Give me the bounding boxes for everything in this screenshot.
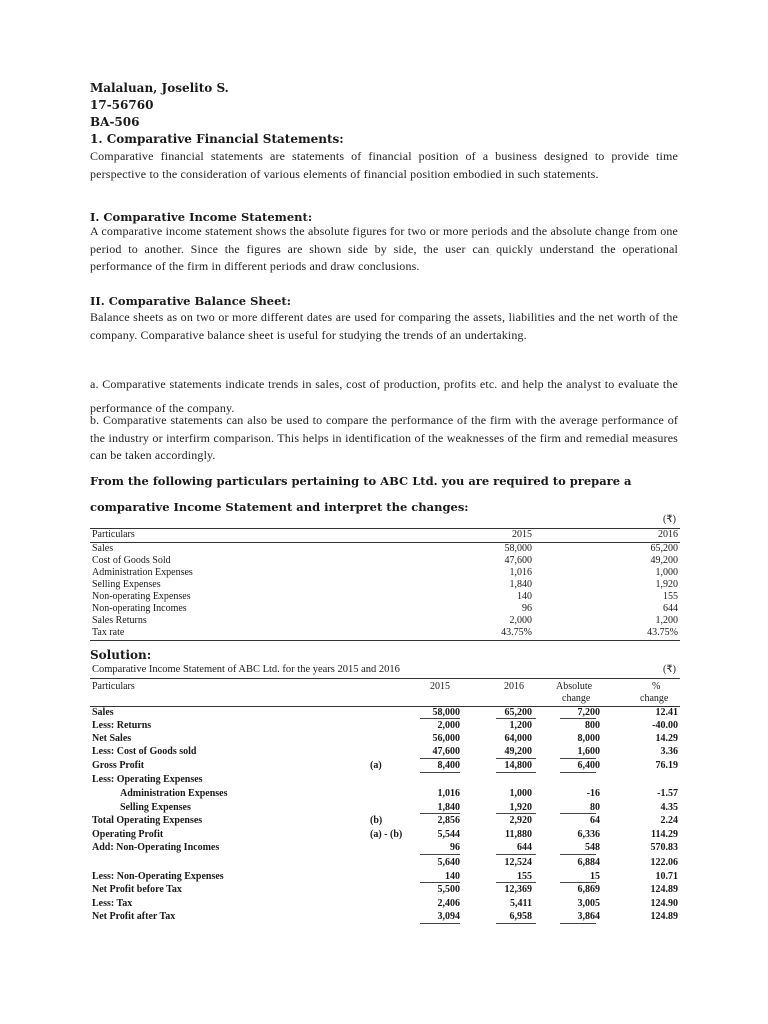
author-name: Malaluan, Joselito S. (90, 81, 229, 95)
sol-header-abs-2: change (562, 693, 591, 704)
solution-row-2016: 12,369 (504, 884, 532, 895)
given-header-particulars: Particulars (92, 529, 135, 540)
given-row-2016: 65,200 (650, 543, 678, 554)
given-row (90, 567, 680, 579)
given-row-label: Non-operating Expenses (92, 591, 191, 602)
solution-row (90, 898, 680, 910)
solution-row-2016: 11,880 (505, 829, 532, 840)
given-row-label: Tax rate (92, 627, 125, 638)
given-row-2015: 1,016 (509, 567, 532, 578)
solution-row-2016: 5,411 (510, 898, 532, 909)
given-header-2015: 2015 (512, 529, 532, 540)
solution-row (90, 829, 680, 841)
solution-row-2015: 140 (445, 871, 460, 882)
task-line-2: comparative Income Statement and interpret the changes: (90, 500, 469, 514)
solution-row-label: Net Profit before Tax (92, 884, 182, 895)
sol-header-abs-1: Absolute (556, 681, 593, 692)
solution-row-pct: 76.19 (655, 760, 678, 771)
solution-row (90, 733, 680, 745)
solution-row (90, 842, 680, 854)
given-row-2015: 43.75% (501, 627, 532, 638)
solution-row-2016: 1,000 (509, 788, 532, 799)
solution-table (90, 662, 680, 932)
given-row-2016: 155 (663, 591, 678, 602)
solution-row-pct: 14.29 (655, 733, 678, 744)
given-row (90, 627, 680, 639)
solution-row-abs: 15 (590, 871, 600, 882)
given-row-2016: 1,920 (655, 579, 678, 590)
solution-row-label: Net Profit after Tax (92, 911, 176, 922)
sol-header-pct-1: % (652, 681, 661, 692)
solution-row-2016: 12,524 (504, 857, 532, 868)
solution-row-abs: 548 (585, 842, 600, 853)
figure-underline (420, 923, 460, 924)
solution-row-2015: 8,400 (437, 760, 460, 771)
figure-underline (420, 718, 460, 719)
solution-row-pct: 4.35 (660, 802, 678, 813)
solution-heading: Solution: (90, 648, 152, 662)
given-row (90, 543, 680, 555)
solution-row (90, 788, 680, 800)
figure-underline (496, 923, 536, 924)
income-heading: I. Comparative Income Statement: (90, 210, 313, 224)
sol-header-particulars: Particulars (92, 681, 135, 692)
solution-currency: (₹) (662, 664, 676, 675)
solution-row-label: Less: Tax (92, 898, 133, 909)
solution-row-2015: 5,500 (437, 884, 460, 895)
solution-row-2015: 5,544 (437, 829, 460, 840)
solution-row-label: Operating Profit (92, 829, 164, 840)
given-row (90, 579, 680, 591)
figure-underline (420, 758, 460, 759)
solution-row-abs: 6,336 (577, 829, 600, 840)
given-row (90, 615, 680, 627)
solution-row-2016: 2,920 (509, 815, 532, 826)
solution-row-2016: 1,920 (509, 802, 532, 813)
figure-underline (496, 758, 536, 759)
solution-row-pct: 124.89 (650, 884, 678, 895)
solution-title: Comparative Income Statement of ABC Ltd. for the years 2015 and 2016 (92, 664, 400, 675)
given-row-label: Sales (92, 543, 114, 554)
solution-row-2015: 2,856 (437, 815, 460, 826)
figure-underline (496, 854, 536, 855)
solution-row-2015: 3,094 (437, 911, 460, 922)
solution-row-2015: 2,000 (437, 720, 460, 731)
solution-row-pct: -40.00 (652, 720, 678, 731)
solution-row-2016: 1,200 (509, 720, 532, 731)
sol-header-pct-2: change (640, 693, 669, 704)
point-b: b. Comparative statements can also be used to compare the performance of the firm with the average performance of the industry or interfirm comparison. This helps in identification of the weaknesses of the firm and remedial measures can be taken accordingly. (90, 413, 678, 462)
figure-underline (560, 854, 596, 855)
given-row-2015: 1,840 (509, 579, 532, 590)
solution-row (90, 857, 680, 869)
given-row-label: Non-operating Incomes (92, 603, 187, 614)
solution-row-label: Total Operating Expenses (92, 815, 203, 826)
given-row (90, 603, 680, 615)
solution-row (90, 911, 680, 923)
given-row-label: Sales Returns (92, 615, 147, 626)
given-header-row (90, 529, 680, 541)
figure-underline (496, 813, 536, 814)
sol-header-2015: 2015 (430, 681, 450, 692)
solution-row-2015: 2,406 (437, 898, 460, 909)
figure-underline (560, 772, 596, 773)
given-row (90, 591, 680, 603)
solution-row-2015: 96 (450, 842, 460, 853)
solution-row (90, 884, 680, 896)
given-row-2015: 140 (517, 591, 532, 602)
solution-row-2015: 58,000 (432, 707, 460, 718)
solution-row-label: Less: Operating Expenses (92, 774, 203, 785)
solution-row-abs: 800 (585, 720, 600, 731)
solution-row-abs: 7,200 (577, 707, 600, 718)
balance-heading: II. Comparative Balance Sheet: (90, 294, 291, 308)
solution-row-abs: 3,005 (577, 898, 600, 909)
student-id: 17-56760 (90, 98, 154, 112)
given-row-2015: 47,600 (504, 555, 532, 566)
solution-row-2015: 1,016 (437, 788, 460, 799)
solution-row (90, 815, 680, 827)
solution-row-pct: -1.57 (657, 788, 678, 799)
solution-row (90, 774, 680, 786)
course-code: BA-506 (90, 115, 140, 129)
given-row-label: Administration Expenses (92, 567, 193, 578)
solution-row-pct: 124.90 (650, 898, 678, 909)
figure-underline (496, 882, 536, 883)
solution-row (90, 746, 680, 758)
solution-row-2015: 1,840 (437, 802, 460, 813)
given-header-2016: 2016 (658, 529, 678, 540)
solution-row-2016: 64,000 (504, 733, 532, 744)
sol-header-2016: 2016 (504, 681, 524, 692)
figure-underline (560, 923, 596, 924)
solution-row-abs: 1,600 (577, 746, 600, 757)
given-row-2016: 644 (663, 603, 678, 614)
given-row (90, 555, 680, 567)
balance-paragraph: Balance sheets as on two or more different dates are used for comparing the assets, liabilities and the net worth of the company. Comparative balance sheet is useful for studying the trends of an undertaking. (90, 310, 678, 342)
solution-row-note: (a) - (b) (370, 829, 403, 840)
intro-paragraph: Comparative financial statements are statements of financial position of a business designed to provide time perspective to the consideration of various elements of financial position embodied in such statements. (90, 149, 678, 181)
solution-row-label: Less: Non-Operating Expenses (92, 871, 224, 882)
figure-underline (420, 882, 460, 883)
solution-row-2015: 5,640 (437, 857, 460, 868)
solution-row-2015: 56,000 (432, 733, 460, 744)
solution-row-pct: 3.36 (660, 746, 678, 757)
given-row-2016: 1,200 (655, 615, 678, 626)
solution-row-abs: 80 (590, 802, 600, 813)
figure-underline (420, 813, 460, 814)
solution-row-note: (b) (370, 815, 383, 826)
solution-row-label: Less: Cost of Goods sold (92, 746, 197, 757)
solution-row-label: Selling Expenses (120, 802, 191, 813)
given-row-2015: 2,000 (509, 615, 532, 626)
figure-underline (420, 772, 460, 773)
point-a: a. Comparative statements indicate trends in sales, cost of production, profits etc. and help the analyst to evaluate the performance of the company. (90, 377, 678, 415)
figure-underline (496, 718, 536, 719)
solution-row-label: Gross Profit (92, 760, 145, 771)
figure-underline (560, 882, 596, 883)
figure-underline (560, 758, 596, 759)
given-row-2016: 43.75% (647, 627, 678, 638)
solution-row-pct: 10.71 (655, 871, 678, 882)
solution-row-label: Net Sales (92, 733, 132, 744)
figure-underline (560, 813, 596, 814)
solution-row-abs: 6,869 (577, 884, 600, 895)
solution-row-abs: -16 (586, 788, 600, 799)
solution-row-2016: 14,800 (504, 760, 532, 771)
solution-row-pct: 122.06 (650, 857, 678, 868)
income-paragraph: A comparative income statement shows the absolute figures for two or more periods and the absolute change from one period to another. Since the figures are shown side by side, the user can quickly understand the operational performance of the firm in different periods and draw conclusions. (90, 224, 678, 273)
given-data-table (90, 512, 680, 642)
figure-underline (420, 854, 460, 855)
given-row-label: Selling Expenses (92, 579, 161, 590)
solution-row-pct: 12.41 (655, 707, 678, 718)
solution-row-2016: 155 (517, 871, 532, 882)
solution-row-2016: 65,200 (504, 707, 532, 718)
given-row-2015: 58,000 (504, 543, 532, 554)
given-row-2016: 49,200 (650, 555, 678, 566)
given-row-2015: 96 (522, 603, 532, 614)
given-row-2016: 1,000 (655, 567, 678, 578)
figure-underline (496, 772, 536, 773)
solution-row-label: Sales (92, 707, 114, 718)
section-title: 1. Comparative Financial Statements: (90, 132, 344, 146)
solution-row-label: Administration Expenses (120, 788, 228, 799)
solution-row (90, 760, 680, 772)
solution-row-abs: 8,000 (577, 733, 600, 744)
solution-row-label: Add: Non-Operating Incomes (92, 842, 220, 853)
solution-row-abs: 3,864 (577, 911, 600, 922)
given-row-label: Cost of Goods Sold (92, 555, 171, 566)
solution-row-2016: 644 (517, 842, 532, 853)
solution-row-pct: 124.89 (650, 911, 678, 922)
solution-row-pct: 570.83 (650, 842, 678, 853)
solution-row-2015: 47,600 (432, 746, 460, 757)
solution-row-note: (a) (370, 760, 382, 771)
solution-row-label: Less: Returns (92, 720, 152, 731)
figure-underline (560, 718, 596, 719)
solution-row-pct: 2.24 (660, 815, 678, 826)
task-line-1: From the following particulars pertaining to ABC Ltd. you are required to prepare a (90, 474, 632, 488)
given-currency: (₹) (662, 514, 676, 525)
solution-row-abs: 6,400 (577, 760, 600, 771)
solution-row-2016: 49,200 (504, 746, 532, 757)
solution-row-abs: 6,884 (577, 857, 600, 868)
solution-row-abs: 64 (590, 815, 600, 826)
solution-row (90, 720, 680, 732)
solution-row-pct: 114.29 (651, 829, 678, 840)
solution-row-2016: 6,958 (509, 911, 532, 922)
